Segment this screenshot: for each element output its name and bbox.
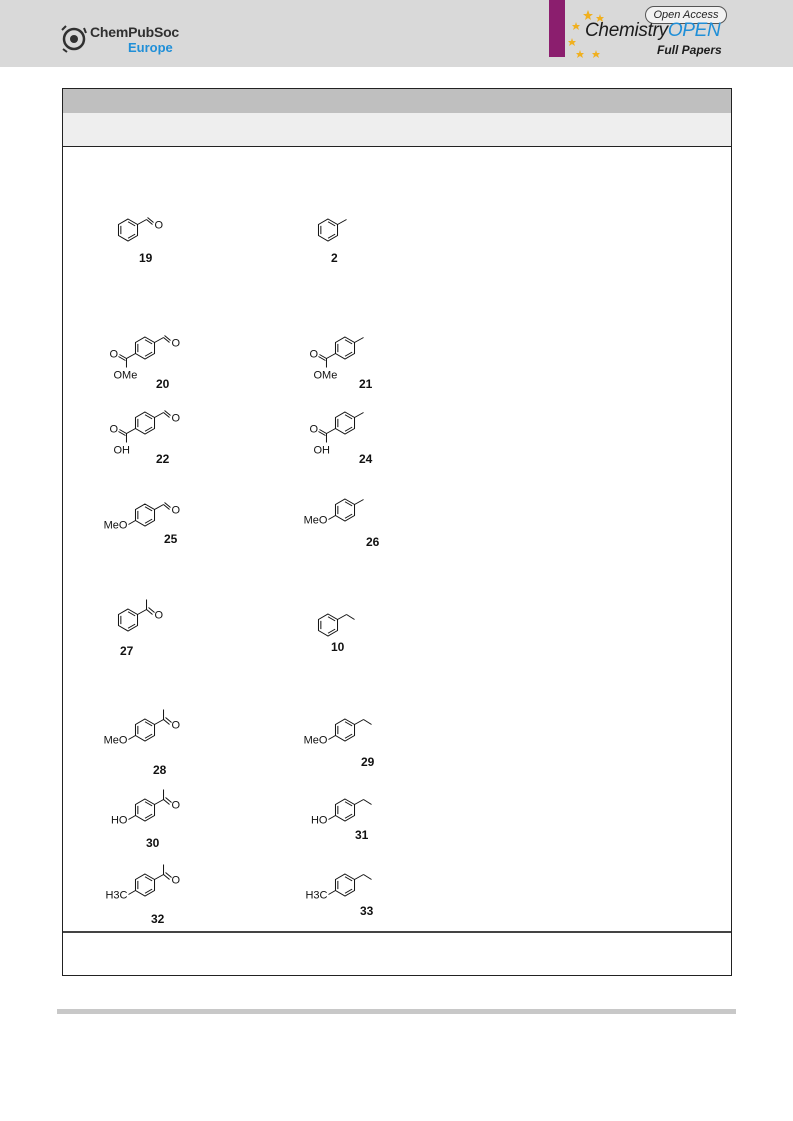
structure-24 — [300, 395, 410, 465]
structure-28 — [100, 695, 210, 765]
substituent-label: H3C — [105, 889, 128, 902]
substituent-label: MeO — [303, 734, 328, 747]
atom-o: O — [154, 609, 164, 622]
compound-number-20: 20 — [156, 377, 170, 391]
compound-number-21: 21 — [359, 377, 373, 391]
footer-rule — [57, 1009, 736, 1014]
compound-number-32: 32 — [151, 912, 165, 926]
substituent-label: MeO — [303, 514, 328, 527]
atom-o: O — [171, 799, 181, 812]
structure-20 — [100, 320, 210, 390]
structure-32 — [100, 845, 210, 915]
journal-title-part1: Chemistry — [585, 20, 668, 41]
substituent-label: OH — [313, 444, 330, 457]
structure-21 — [300, 320, 410, 390]
atom-o: O — [309, 348, 319, 361]
section-label: Full Papers — [657, 43, 722, 57]
atom-o: O — [171, 874, 181, 887]
structure-29 — [300, 700, 410, 770]
structure-25 — [100, 485, 210, 555]
atom-o: O — [154, 219, 164, 232]
table-header-row — [63, 89, 731, 113]
compound-number-2: 2 — [331, 251, 338, 265]
compound-number-33: 33 — [360, 904, 374, 918]
compound-number-26: 26 — [366, 535, 380, 549]
atom-o: O — [171, 412, 181, 425]
atom-o: O — [109, 423, 119, 436]
chempubsoc-emblem-icon — [60, 24, 88, 54]
journal-accent-bar — [549, 0, 565, 57]
substituent-label: OMe — [313, 369, 338, 382]
table-subheader-row — [63, 113, 731, 147]
substituent-label: H3C — [305, 889, 328, 902]
open-access-badge: Open Access — [645, 6, 727, 24]
compound-number-24: 24 — [359, 452, 373, 466]
substituent-label: HO — [310, 814, 328, 827]
compound-number-10: 10 — [331, 640, 345, 654]
structure-2 — [305, 205, 415, 275]
structure-26 — [300, 480, 410, 550]
compound-number-25: 25 — [164, 532, 178, 546]
journal-title-part2: OPEN — [667, 20, 721, 41]
compound-number-22: 22 — [156, 452, 170, 466]
compound-number-27: 27 — [120, 644, 134, 658]
substituent-label: MeO — [103, 734, 128, 747]
structure-33 — [300, 850, 410, 920]
substituent-label: OMe — [113, 369, 138, 382]
atom-o: O — [109, 348, 119, 361]
table-footer-rule — [63, 931, 731, 933]
atom-o: O — [309, 423, 319, 436]
substituent-label: HO — [110, 814, 128, 827]
compound-number-19: 19 — [139, 251, 153, 265]
atom-o: O — [171, 719, 181, 732]
journal-title — [585, 20, 720, 42]
compound-number-30: 30 — [146, 836, 160, 850]
chempubsoc-logo — [60, 24, 200, 60]
compound-number-28: 28 — [153, 763, 167, 777]
structure-22 — [100, 395, 210, 465]
atom-o: O — [171, 504, 181, 517]
structure-19 — [105, 205, 215, 275]
compound-number-31: 31 — [355, 828, 369, 842]
atom-o: O — [171, 337, 181, 350]
substituent-label: OH — [113, 444, 130, 457]
publisher-region: Europe — [128, 40, 173, 55]
structure-10 — [305, 590, 415, 660]
structure-30 — [100, 775, 210, 845]
substituent-label: MeO — [103, 519, 128, 532]
publisher-name: ChemPubSoc — [90, 24, 180, 40]
compound-number-29: 29 — [361, 755, 375, 769]
